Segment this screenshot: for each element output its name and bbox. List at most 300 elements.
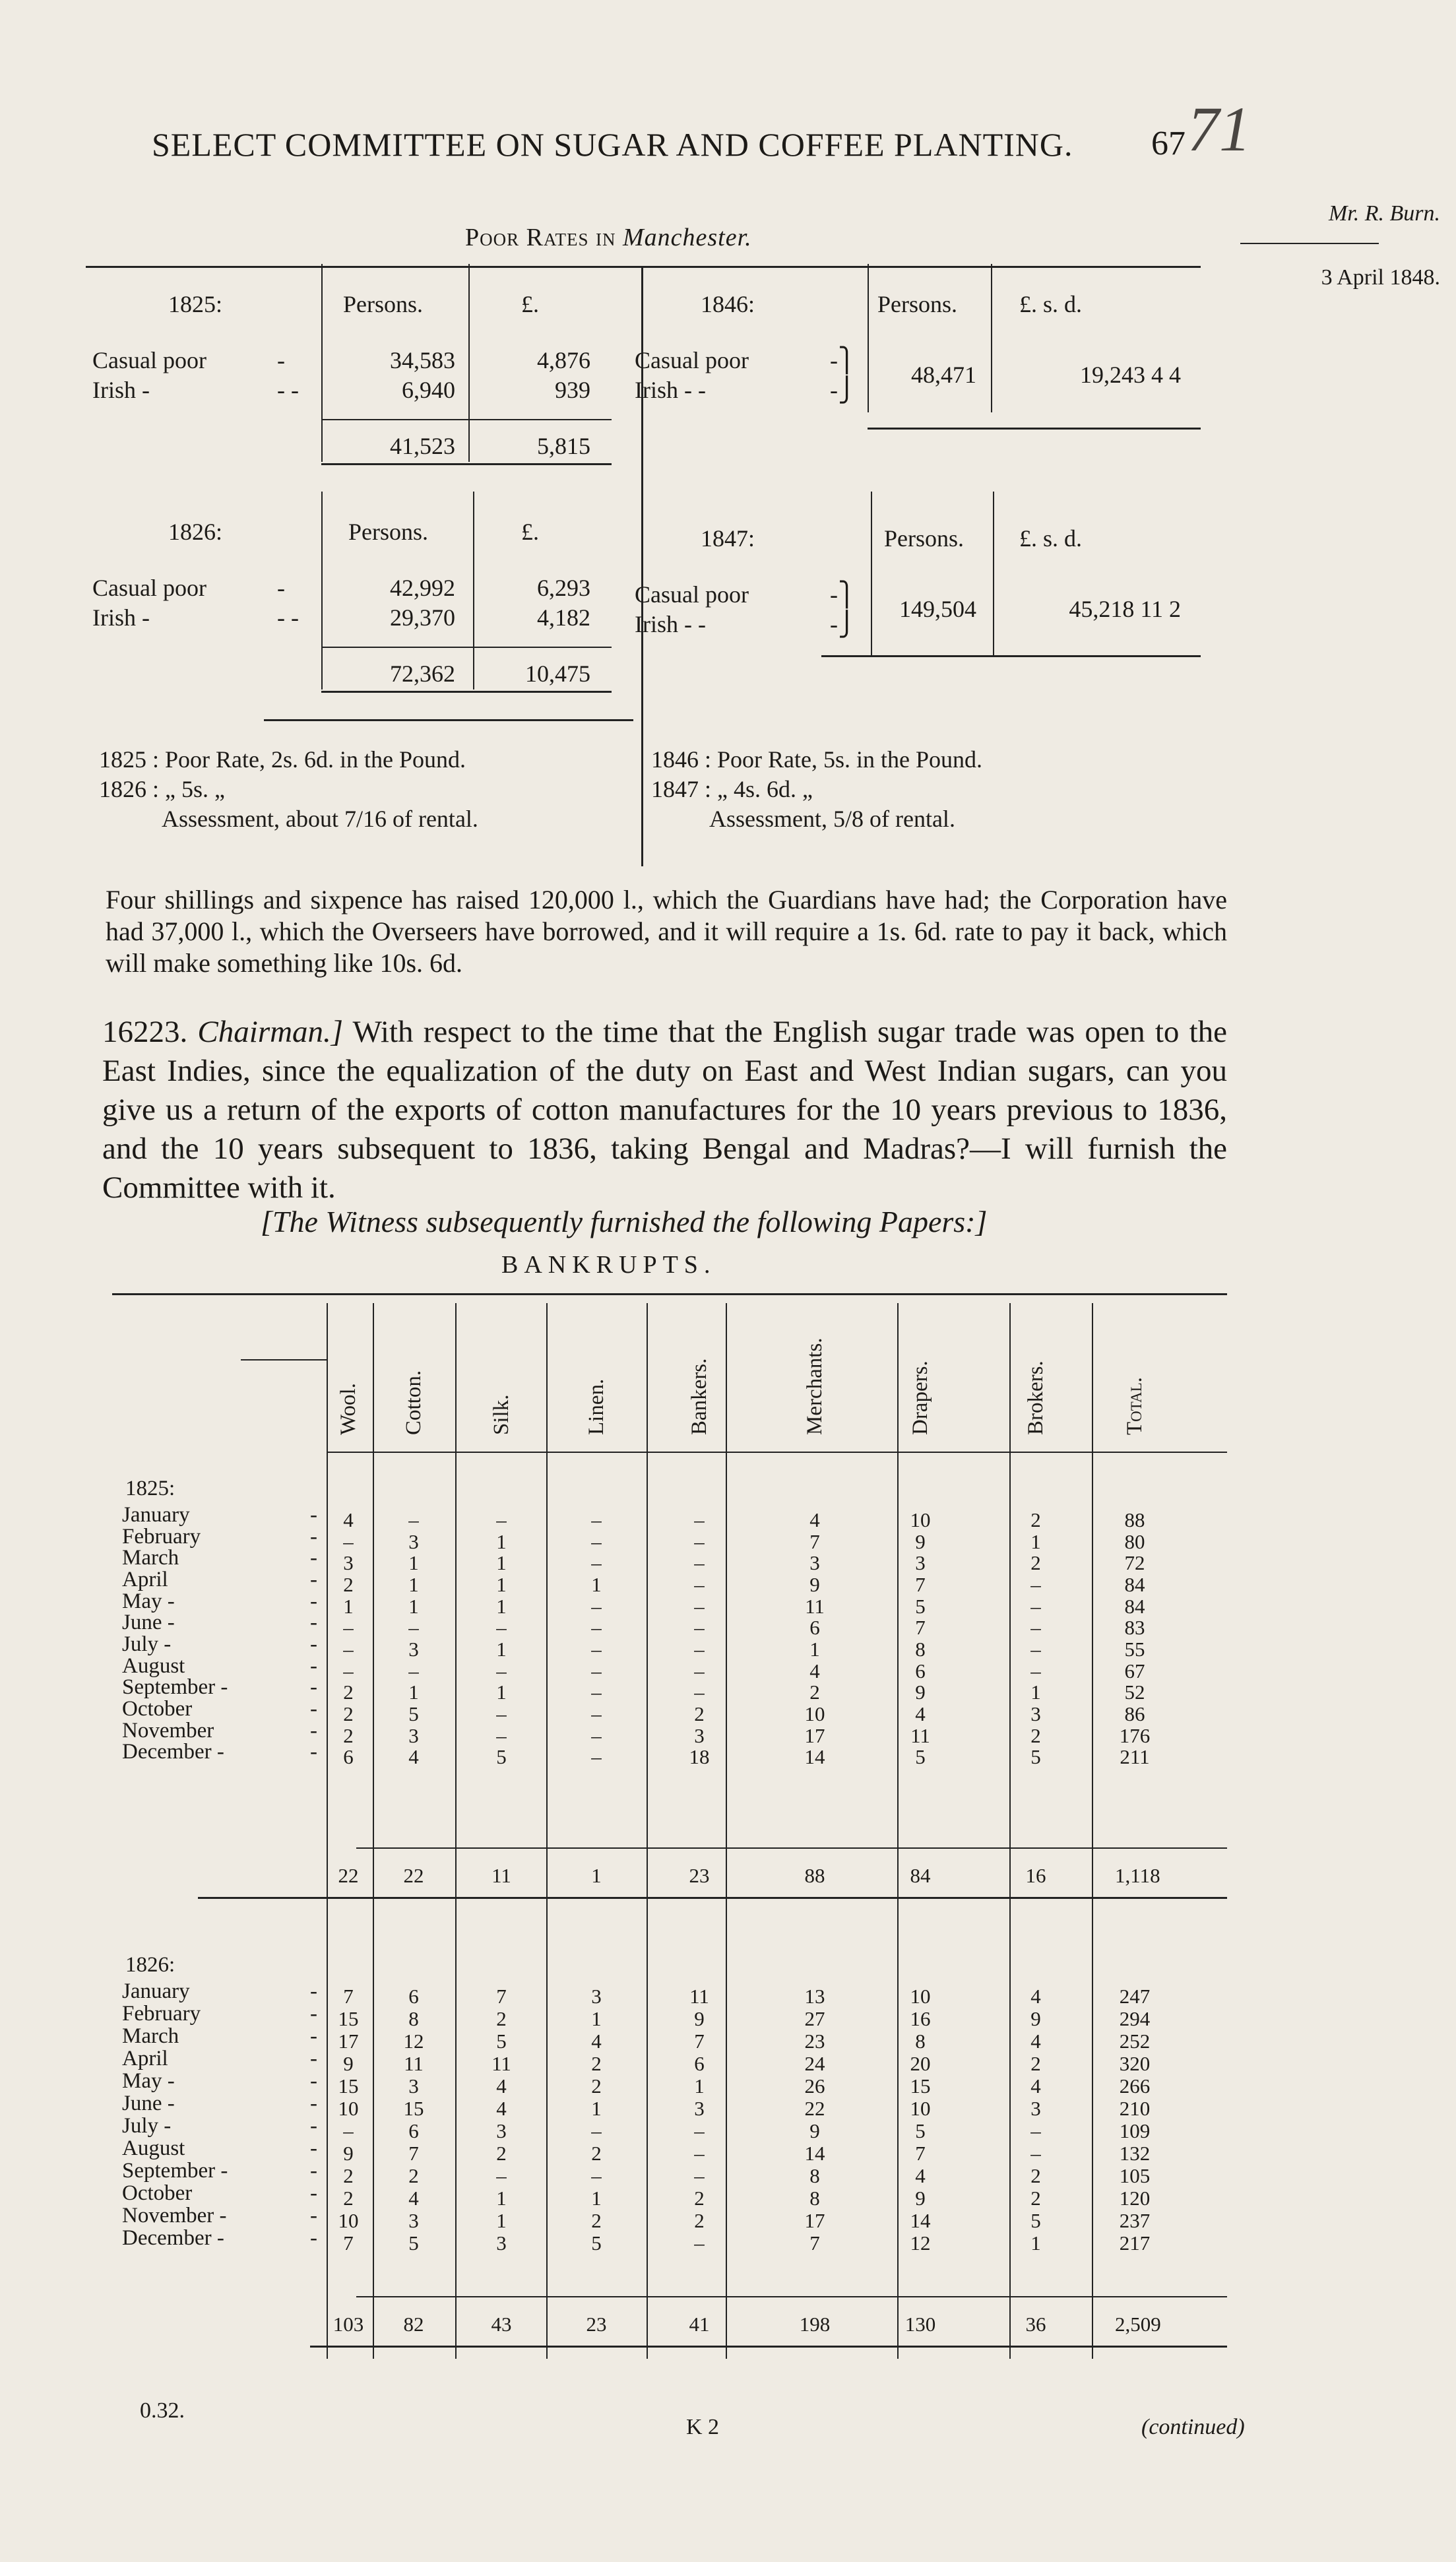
cell-value: –: [591, 1616, 602, 1640]
month-label: April: [122, 1568, 168, 1591]
page-number: 67: [1151, 125, 1186, 162]
cell-value: 18: [689, 1745, 710, 1769]
cell-value: 4: [343, 1508, 354, 1531]
cell-value: 12: [910, 2231, 931, 2255]
cell-value: 7: [343, 2231, 354, 2255]
cell-value: 2: [591, 2209, 602, 2233]
cell-value: 9: [1030, 2007, 1041, 2031]
year-label: 1826:: [168, 519, 223, 545]
cell-value: –: [591, 1638, 602, 1661]
right-block2-rule: [821, 655, 1201, 657]
cell-value: –: [694, 1551, 705, 1575]
cell-value: 1: [1030, 1529, 1041, 1553]
month-dash: -: [310, 1524, 317, 1549]
margin-date: 3 April 1848.: [1321, 265, 1440, 290]
cell-value: 8: [915, 1638, 926, 1661]
cell-value: 5: [408, 1702, 419, 1726]
total-value: 43: [491, 2313, 512, 2336]
month-dash: -: [310, 2181, 317, 2206]
column-header: Linen.: [585, 1378, 608, 1435]
cell-value: 2: [1030, 1551, 1041, 1575]
column-header: Cotton.: [402, 1370, 426, 1435]
column-header: Merchants.: [803, 1337, 827, 1435]
left-bottom-rule: [264, 719, 633, 721]
row-dash: - -: [277, 377, 299, 403]
question-text: With respect to the time that the English sugar trade was open to the East Indies, since the equalization of the duty on East and West Indian sugars, can you give us a return of the exports of cotton manufactures for the 10 years previous to 1836, and the 10 years subsequent to 1836, taking Bengal and Madras?—I will furnish the Committee with it.: [102, 1015, 1227, 1205]
poor-top-rule: [86, 266, 1201, 268]
month-label: November: [122, 1718, 214, 1743]
cell-value: 4: [496, 2074, 507, 2098]
cell-value: –: [694, 2164, 705, 2188]
pounds-col-divider: [993, 492, 994, 657]
month-label: December -: [122, 2226, 224, 2251]
column-header: Brokers.: [1024, 1361, 1048, 1435]
column-header: Silk.: [490, 1394, 513, 1435]
cell-value: 4: [1030, 1985, 1041, 2008]
cell-value: 10: [338, 2209, 359, 2233]
cell-value: 84: [1124, 1573, 1145, 1596]
cell-value: 11: [404, 2052, 424, 2076]
cell-value: 14: [804, 2142, 825, 2165]
totals-top-rule: [356, 1847, 1227, 1849]
month-dash: -: [310, 1718, 317, 1743]
cell-value: –: [591, 1723, 602, 1747]
cell-value: 3: [1030, 2097, 1041, 2121]
pounds-total: 10,475: [525, 660, 590, 687]
cell-value: 2: [591, 2052, 602, 2076]
row-dash: - -: [277, 604, 299, 631]
cell-value: 5: [496, 2030, 507, 2053]
cell-value: 8: [809, 2187, 820, 2210]
cell-value: 11: [805, 1594, 825, 1618]
cell-value: 1: [1030, 1681, 1041, 1704]
cell-value: –: [694, 1573, 705, 1596]
cell-value: 120: [1119, 2187, 1151, 2210]
cell-value: 9: [343, 2142, 354, 2165]
month-label: February: [122, 2002, 201, 2026]
cell-value: –: [496, 1659, 507, 1682]
cell-value: 10: [910, 1985, 931, 2008]
total-value: 82: [403, 2313, 424, 2336]
total-value: 198: [799, 2313, 831, 2336]
cell-value: 4: [915, 2164, 926, 2188]
cell-value: 3: [694, 2097, 705, 2121]
cell-value: –: [343, 1529, 354, 1553]
cell-value: 9: [694, 2007, 705, 2031]
cell-value: 1: [496, 2209, 507, 2233]
pounds-total: 5,815: [537, 433, 590, 459]
speaker: Chairman.]: [197, 1015, 344, 1049]
cell-value: 247: [1119, 1985, 1151, 2008]
year-label: 1825:: [125, 1477, 175, 1500]
cell-value: –: [1030, 2119, 1041, 2143]
pounds-col-divider: [468, 264, 470, 462]
cell-value: 1: [1030, 2231, 1041, 2255]
month-label: March: [122, 1546, 179, 1570]
cell-value: 2: [343, 1573, 354, 1596]
total-value: 2,509: [1115, 2313, 1161, 2336]
page-header: SELECT COMMITTEE ON SUGAR AND COFFEE PLANTING.: [152, 126, 1073, 163]
cell-value: 9: [343, 2052, 354, 2076]
total-value: 16: [1025, 1864, 1046, 1887]
cell-value: 4: [591, 2030, 602, 2053]
cell-value: 211: [1120, 1745, 1150, 1769]
cell-value: –: [591, 1594, 602, 1618]
cell-value: –: [694, 1659, 705, 1682]
footer-continued: (continued): [1141, 2415, 1245, 2439]
persons-col-divider: [871, 492, 872, 657]
col-head-pounds: £.: [521, 291, 539, 317]
subtotal-rule: [321, 419, 612, 420]
cell-value: 9: [915, 2187, 926, 2210]
column-header: Drapers.: [908, 1361, 932, 1435]
cell-value: 24: [804, 2052, 825, 2076]
cell-value: 4: [408, 1745, 419, 1769]
cell-value: –: [1030, 1616, 1041, 1640]
month-dash: -: [310, 1653, 317, 1678]
bankrupts-title: BANKRUPTS.: [501, 1251, 716, 1279]
cell-value: 3: [915, 1551, 926, 1575]
cell-value: 80: [1124, 1529, 1145, 1553]
cell-value: 3: [591, 1985, 602, 2008]
cell-value: 2: [694, 2187, 705, 2210]
cell-value: 1: [496, 1529, 507, 1553]
pounds-value: 4,876: [537, 347, 590, 373]
cell-value: 3: [496, 2119, 507, 2143]
footer-left: 0.32.: [140, 2398, 185, 2423]
cell-value: 3: [694, 1723, 705, 1747]
cell-value: 132: [1119, 2142, 1151, 2165]
cell-value: 4: [1030, 2030, 1041, 2053]
cell-value: 7: [343, 1985, 354, 2008]
cell-value: –: [591, 2119, 602, 2143]
cell-value: 12: [403, 2030, 424, 2053]
cell-value: –: [694, 1681, 705, 1704]
month-dash: -: [310, 1611, 317, 1635]
totals-top-rule: [356, 2296, 1227, 2297]
total-value: 11: [491, 1864, 511, 1887]
month-label: September -: [122, 2159, 228, 2183]
cell-value: 1: [408, 1681, 419, 1704]
cell-value: 2: [694, 1702, 705, 1726]
handwritten-page-number: 71: [1187, 94, 1251, 164]
cell-value: 3: [408, 2074, 419, 2098]
month-label: July -: [122, 2114, 172, 2138]
month-label: October: [122, 1697, 193, 1721]
month-dash: -: [310, 2047, 317, 2071]
column-divider: [373, 1303, 374, 2359]
col-head-persons: Persons.: [343, 291, 424, 317]
row-label: Casual poor: [635, 347, 749, 373]
col-head-pounds: £.: [521, 519, 539, 545]
cell-value: 15: [338, 2074, 359, 2098]
cell-value: 7: [915, 2142, 926, 2165]
month-dash: -: [310, 1675, 317, 1700]
month-label: June -: [122, 2092, 175, 2116]
month-dash: -: [310, 2136, 317, 2161]
persons-total: 72,362: [390, 660, 455, 687]
cell-value: 1: [591, 2007, 602, 2031]
cell-value: 210: [1119, 2097, 1151, 2121]
cell-value: 67: [1124, 1659, 1145, 1682]
total-value: 22: [338, 1864, 359, 1887]
total-value: 103: [332, 2313, 364, 2336]
footer-signature: K 2: [686, 2415, 720, 2439]
question-number: 16223.: [102, 1015, 188, 1049]
cell-value: –: [591, 1508, 602, 1531]
cell-value: 14: [910, 2209, 931, 2233]
bracket: -⎫: [830, 581, 856, 608]
total-value: 36: [1025, 2313, 1046, 2336]
row-dash: -: [277, 347, 285, 373]
persons-value: 29,370: [390, 604, 455, 631]
cell-value: 6: [343, 1745, 354, 1769]
column-divider: [1009, 1303, 1011, 2359]
total-value: 1: [591, 1864, 602, 1887]
cell-value: 3: [408, 1723, 419, 1747]
cell-value: 2: [343, 2187, 354, 2210]
cell-value: –: [496, 1723, 507, 1747]
total-value: 41: [689, 2313, 710, 2336]
cell-value: 2: [343, 1702, 354, 1726]
cell-value: 1: [408, 1551, 419, 1575]
column-divider: [1092, 1303, 1093, 2359]
cell-value: 86: [1124, 1702, 1145, 1726]
pounds-col-divider: [473, 492, 474, 689]
cell-value: –: [591, 2164, 602, 2188]
cell-value: 15: [338, 2007, 359, 2031]
month-dash: -: [310, 2069, 317, 2094]
cell-value: 7: [694, 2030, 705, 2053]
month-label: August: [122, 2136, 185, 2161]
cell-value: 52: [1124, 1681, 1145, 1704]
column-header: Bankers.: [687, 1358, 711, 1435]
cell-value: –: [694, 1529, 705, 1553]
month-dash: -: [310, 1979, 317, 2003]
month-dash: -: [310, 1546, 317, 1570]
cell-value: 83: [1124, 1616, 1145, 1640]
cell-value: –: [343, 1659, 354, 1682]
cell-value: 11: [689, 1985, 709, 2008]
cell-value: –: [1030, 1573, 1041, 1596]
col-head-pounds: £. s. d.: [1019, 525, 1083, 552]
total-value: 84: [910, 1864, 931, 1887]
cell-value: 3: [809, 1551, 820, 1575]
cell-value: 2: [591, 2142, 602, 2165]
cell-value: –: [1030, 1594, 1041, 1618]
month-dash: -: [310, 1568, 317, 1591]
month-label: September -: [122, 1675, 228, 1700]
cell-value: –: [694, 2119, 705, 2143]
month-label: October: [122, 2181, 193, 2206]
cell-value: 9: [809, 2119, 820, 2143]
cell-value: –: [694, 1508, 705, 1531]
cell-value: 11: [910, 1723, 930, 1747]
cell-value: 3: [343, 1551, 354, 1575]
total-value: 1,118: [1115, 1864, 1160, 1887]
cell-value: –: [591, 1659, 602, 1682]
cell-value: 5: [915, 1594, 926, 1618]
cell-value: –: [591, 1702, 602, 1726]
right-block1-rule: [868, 428, 1201, 430]
cell-value: 5: [408, 2231, 419, 2255]
cell-value: 10: [338, 2097, 359, 2121]
column-divider: [327, 1303, 328, 2359]
right-rate-note: Assessment, 5/8 of rental.: [709, 806, 955, 832]
total-value: 88: [804, 1864, 825, 1887]
cell-value: 8: [408, 2007, 419, 2031]
right-rate-note: 1847 : „ 4s. 6d. „: [651, 776, 813, 802]
bracket: -⎫: [830, 347, 856, 373]
month-label: March: [122, 2024, 179, 2049]
cell-value: 1: [591, 2187, 602, 2210]
year-label: 1825:: [168, 291, 223, 317]
cell-value: 26: [804, 2074, 825, 2098]
totals-bottom-rule: [310, 2346, 1227, 2348]
month-label: May -: [122, 2069, 175, 2094]
margin-witness-name: Mr. R. Burn.: [1328, 201, 1440, 226]
cell-value: 84: [1124, 1594, 1145, 1618]
cell-value: 1: [809, 1638, 820, 1661]
cell-value: 2: [1030, 1508, 1041, 1531]
cell-value: –: [496, 2164, 507, 2188]
cell-value: 294: [1119, 2007, 1151, 2031]
cell-value: 1: [694, 2074, 705, 2098]
persons-value: 48,471: [911, 362, 976, 388]
month-label: July -: [122, 1632, 172, 1657]
cell-value: 217: [1119, 2231, 1151, 2255]
year-label: 1826:: [125, 1953, 175, 1977]
month-dash: -: [310, 2092, 317, 2116]
row-label: Irish - -: [635, 377, 706, 403]
cell-value: –: [1030, 2142, 1041, 2165]
persons-col-divider: [868, 264, 869, 412]
month-dash: -: [310, 1632, 317, 1657]
column-divider: [546, 1303, 548, 2359]
pounds-value: 939: [555, 377, 590, 403]
month-label: May -: [122, 1589, 175, 1613]
cell-value: –: [694, 1594, 705, 1618]
cell-value: 10: [910, 2097, 931, 2121]
cell-value: 8: [915, 2030, 926, 2053]
cell-value: –: [343, 2119, 354, 2143]
month-dash: -: [310, 1740, 317, 1764]
subtotal-rule: [321, 647, 612, 648]
col-head-pounds: £. s. d.: [1019, 291, 1083, 317]
cell-value: 5: [915, 2119, 926, 2143]
cell-value: 5: [1030, 1745, 1041, 1769]
cell-value: 6: [408, 2119, 419, 2143]
cell-value: 7: [496, 1985, 507, 2008]
margin-rule: [1240, 243, 1379, 244]
column-divider: [897, 1303, 899, 2359]
month-dash: -: [310, 1503, 317, 1527]
cell-value: 20: [910, 2052, 931, 2076]
row-label: Casual poor: [635, 581, 749, 608]
cell-value: 1: [591, 2097, 602, 2121]
cell-value: –: [591, 1681, 602, 1704]
month-dash: -: [310, 2002, 317, 2026]
cell-value: 3: [1030, 1702, 1041, 1726]
bracket: -⎭: [830, 377, 856, 403]
persons-total: 41,523: [390, 433, 455, 459]
persons-col-divider: [321, 264, 323, 462]
cell-value: –: [343, 1616, 354, 1640]
cell-value: –: [496, 1508, 507, 1531]
cell-value: 1: [496, 1594, 507, 1618]
cell-value: 2: [694, 2209, 705, 2233]
cell-value: 2: [1030, 2164, 1041, 2188]
amount-value: 45,218 11 2: [1069, 596, 1181, 622]
cell-value: 6: [915, 1659, 926, 1682]
cell-value: 2: [343, 1681, 354, 1704]
row-dash: -: [277, 575, 285, 601]
cell-value: 88: [1124, 1508, 1145, 1531]
left-rate-note: Assessment, about 7/16 of rental.: [162, 806, 478, 832]
question-paragraph: [102, 1013, 1227, 1207]
cell-value: 2: [591, 2074, 602, 2098]
year-label: 1846:: [701, 291, 755, 317]
cell-value: 1: [343, 1594, 354, 1618]
cell-value: 9: [915, 1681, 926, 1704]
cell-value: 266: [1119, 2074, 1151, 2098]
cell-value: 17: [804, 1723, 825, 1747]
cell-value: 109: [1119, 2119, 1151, 2143]
cell-value: 27: [804, 2007, 825, 2031]
cell-value: 22: [804, 2097, 825, 2121]
column-header: Total.: [1123, 1377, 1147, 1435]
month-label: December -: [122, 1740, 224, 1764]
cell-value: 2: [809, 1681, 820, 1704]
month-dash: -: [310, 1697, 317, 1721]
cell-value: 4: [496, 2097, 507, 2121]
total-value: 23: [689, 1864, 710, 1887]
cell-value: 17: [804, 2209, 825, 2233]
total-value: 23: [586, 2313, 607, 2336]
cell-value: 176: [1119, 1723, 1151, 1747]
cell-value: 72: [1124, 1551, 1145, 1575]
month-label: August: [122, 1653, 185, 1678]
cell-value: 11: [491, 2052, 511, 2076]
month-label: June -: [122, 1611, 175, 1635]
cell-value: 1: [591, 1573, 602, 1596]
cell-value: 55: [1124, 1638, 1145, 1661]
cell-value: 2: [408, 2164, 419, 2188]
cell-value: 237: [1119, 2209, 1151, 2233]
month-dash: -: [310, 1589, 317, 1613]
column-divider: [455, 1303, 457, 2359]
row-label: Irish - -: [635, 611, 706, 637]
cell-value: 105: [1119, 2164, 1151, 2188]
cell-value: 13: [804, 1985, 825, 2008]
cell-value: 6: [809, 1616, 820, 1640]
cell-value: –: [694, 2142, 705, 2165]
column-divider: [647, 1303, 648, 2359]
year-label: 1847:: [701, 525, 755, 552]
cell-value: 2: [1030, 2187, 1041, 2210]
cell-value: 16: [910, 2007, 931, 2031]
cell-value: 3: [408, 1638, 419, 1661]
witness-note: [The Witness subsequently furnished the following Papers:]: [261, 1205, 988, 1238]
cell-value: 4: [1030, 2074, 1041, 2098]
column-divider: [726, 1303, 727, 2359]
cell-value: 7: [809, 1529, 820, 1553]
cell-value: –: [408, 1659, 419, 1682]
cell-value: –: [694, 2231, 705, 2255]
cell-value: 14: [804, 1745, 825, 1769]
cell-value: 7: [408, 2142, 419, 2165]
cell-value: –: [694, 1616, 705, 1640]
